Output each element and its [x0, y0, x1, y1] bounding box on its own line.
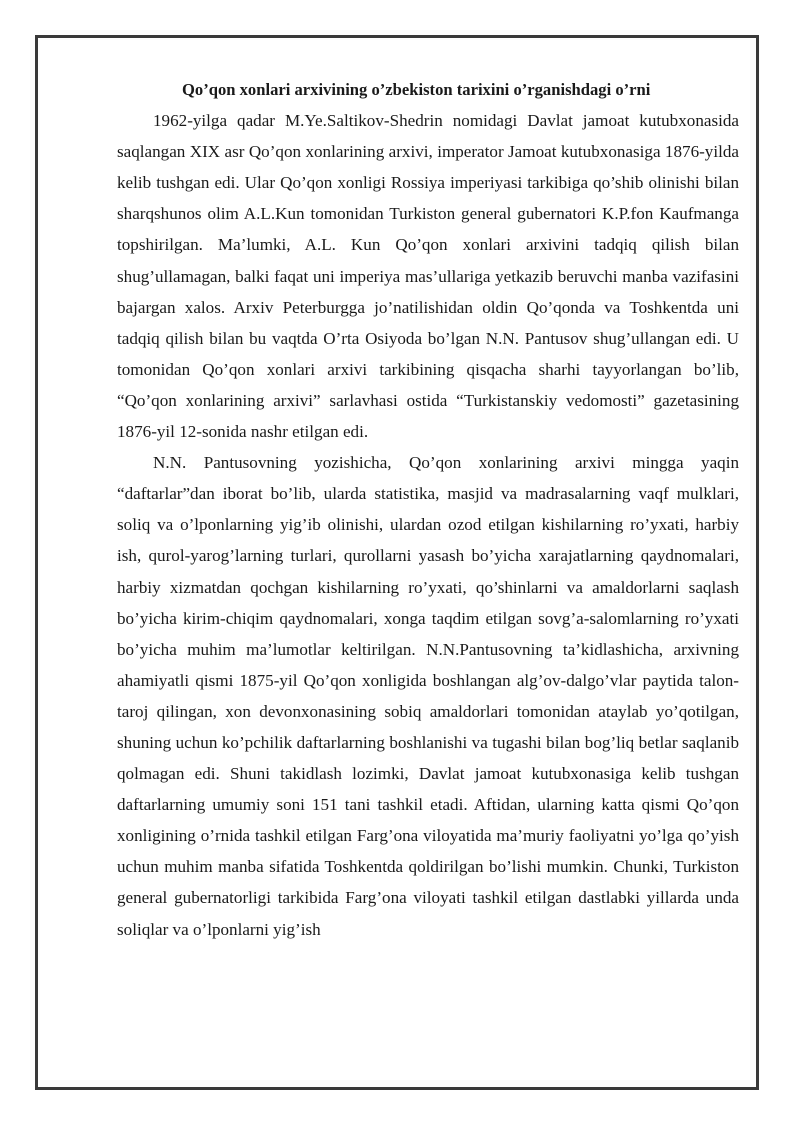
paragraph-1: 1962-yilga qadar M.Ye.Saltikov-Shedrin nomidagi Davlat jamoat kutubxonasida saqlangan XIX asr Qo’qon xonlarining arxivi, imperator Jamoat kutubxonasiga 1876-yilda kelib tushgan edi. Ular Qo’qon xonligi Rossiya imperiyasi tarkibiga qo’shib olinishi bilan sharqshunos olim A.L.Kun tomonidan Turkiston general gubernatori K.P.fon Kaufmanga topshirilgan. Ma’lumki, A.L. Kun Qo’qon xonlari arxivini tadqiq qilish bilan shug’ullamagan, balki faqat uni imperiya mas’ullariga yetkazib beruvchi manba vazifasini bajargan xalos. Arxiv Peterburgga jo’natilishidan oldin Qo’qonda va Toshkentda uni tadqiq qilish bilan bu vaqtda O’rta Osiyoda bo’lgan N.N. Pantusov shug’ullangan edi. U tomonidan Qo’qon xonlari arxivi tarkibining qisqacha sharhi tayyorlangan bo’lib, “Qo’qon xonlarining arxivi” sarlavhasi ostida “Turkistanskiy vedomosti” gazetasining 1876-yil 12-sonida nashr etilgan edi.: [117, 111, 739, 442]
paragraph-2: N.N. Pantusovning yozishicha, Qo’qon xonlarining arxivi mingga yaqin “daftarlar”dan iborat bo’lib, ularda statistika, masjid va madrasalarning vaqf mulklari, soliq va o’lponlarning yig’ib olinishi, ulardan ozod etilgan kishilarning ro’yxati, harbiy ish, qurol-yarog’larning turlari, qurollarni yasash bo’yicha xarajatlarning qaydnomalari, harbiy xizmatdan qochgan kishilarning ro’yxati, qo’shinlarni va amaldorlarni saqlash bo’yicha kirim-chiqim qaydnomalari, xonga taqdim etilgan sovg’a-salomlarning ro’yxati bo’yicha muhim ma’lumotlar keltirilgan. N.N.Pantusovning ta’kidlashicha, arxivning ahamiyatli qismi 1875-yil Qo’qon xonligida boshlangan alg’ov-dalgo’vlar paytida talon-taroj qilingan, xon devonxonasining sobiq amaldorlari tomonidan ataylab yo’qotilgan, shuning uchun ko’pchilik daftarlarning boshlanishi va tugashi bilan bog’liq betlar saqlanib qolmagan edi. Shuni takidlash lozimki, Davlat jamoat kutubxonasiga kelib tushgan daftarlarning umumiy soni 151 tani tashkil etadi. Aftidan, ularning katta qismi Qo’qon xonligining o’rnida tashkil etilgan Farg’ona viloyatida ma’muriy faoliyatni yo’lga qo’yish uchun muhim manba sifatida Toshkentda qoldirilgan bo’lishi mumkin. Chunki, Turkiston general gubernatorligi tarkibida Farg’ona viloyati tashkil etilgan dastlabki yillarda unda soliqlar va o’lponlarni yig’ish: [117, 453, 739, 939]
document-title: Qo’qon xonlari arxivining o’zbekiston tarixini o’rganishdagi o’rni: [182, 80, 651, 99]
document-body: [117, 74, 739, 945]
